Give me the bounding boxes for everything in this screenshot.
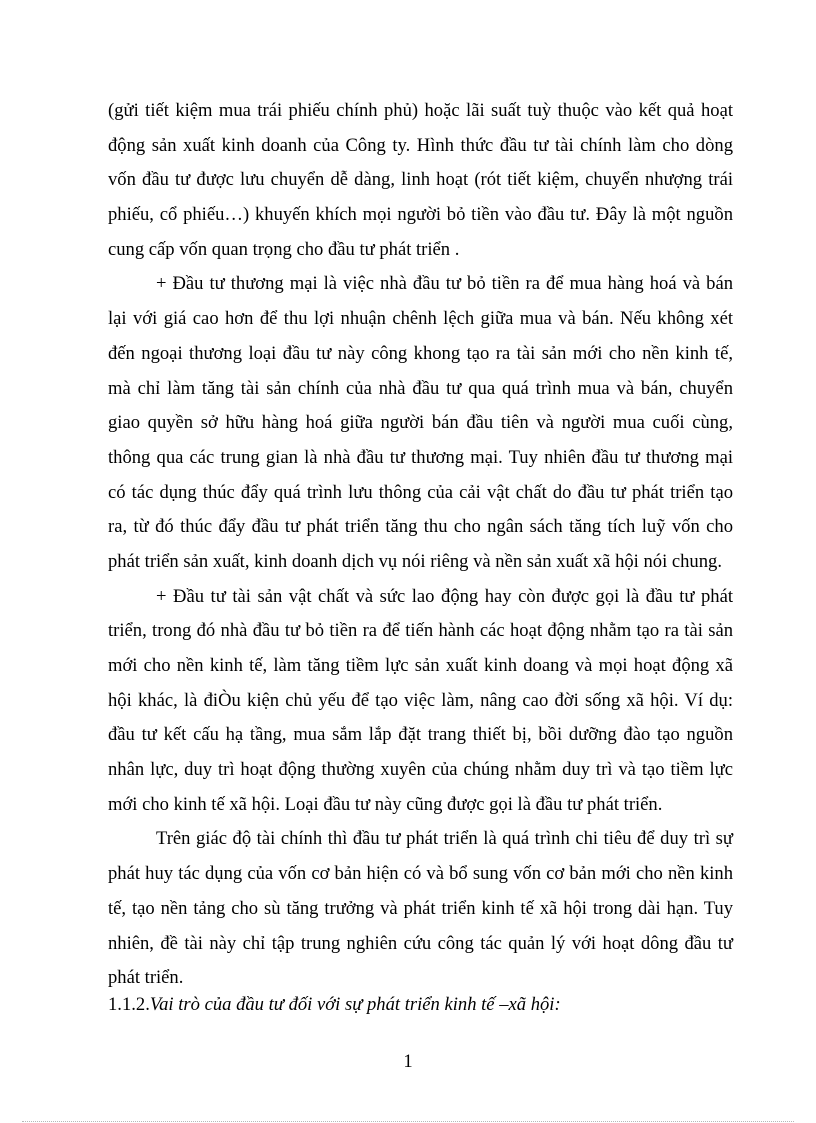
text-line: mà chỉ làm tăng tài sản chính của nhà đầu tư qua quá trình mua và bán, chuyển: [108, 377, 733, 399]
paragraph: [108, 822, 733, 995]
text-line: ra, từ đó thúc đẩy đầu tư phát triển tăng thu cho ngân sách tăng tích luỹ vốn cho: [108, 516, 733, 538]
text-line: + Đầu tư thương mại là việc nhà đầu tư bỏ tiền ra để mua hàng hoá và bán: [156, 273, 733, 295]
text-line: phiếu, cổ phiếu…) khuyến khích mọi người bỏ tiền vào đầu tư. Đây là một nguồn: [108, 204, 733, 226]
text-line: hội khác, là điÒu kiện chủ yếu để tạo việc làm, nâng cao đời sống xã hội. Ví dụ:: [108, 689, 733, 711]
text-line: (gửi tiết kiệm mua trái phiếu chính phủ) hoặc lãi suất tuỳ thuộc vào kết quả hoạt: [108, 100, 733, 121]
body-text: [108, 94, 733, 996]
text-line: phát huy tác dụng của vốn cơ bản hiện có và bổ sung vốn cơ bản mới cho nền kinh: [108, 863, 733, 885]
footer-dotted-rule: [22, 1121, 794, 1122]
text-line: có tác dụng thúc đẩy quá trình lưu thông của cải vật chất do đầu tư phát triển tạo: [108, 481, 733, 503]
section-number: 1.1.2.: [108, 994, 150, 1015]
page-number: 1: [403, 1051, 413, 1072]
text-line: đến ngoại thương loại đầu tư này công khong tạo ra tài sản mới cho nền kinh tế,: [108, 342, 733, 364]
text-line: Trên giác độ tài chính thì đầu tư phát triển là quá trình chi tiêu để duy trì sự: [156, 828, 733, 850]
section-title: Vai trò của đầu tư đối với sự phát triển kinh tế –xã hội:: [149, 994, 561, 1015]
paragraph: [108, 94, 733, 267]
text-line: phát triển.: [108, 967, 184, 989]
text-line: động sản xuất kinh doanh của Công ty. Hình thức đầu tư tài chính làm cho dòng: [108, 134, 733, 156]
paragraph: [108, 267, 733, 579]
text-line: lại với giá cao hơn để thu lợi nhuận chênh lệch giữa mua và bán. Nếu không xét: [108, 308, 733, 330]
text-line: mới cho kinh tế xã hội. Loại đầu tư này cũng được gọi là đầu tư phát triển.: [108, 793, 663, 815]
text-line: nhiên, đề tài này chỉ tập trung nghiên cứu công tác quản lý với hoạt dông đầu tư: [108, 932, 733, 954]
section-heading: [108, 991, 561, 1019]
text-line: tế, tạo nền tảng cho sù tăng trưởng và phát triển kinh tế xã hội trong dài hạn. Tuy: [108, 897, 733, 919]
text-line: cung cấp vốn quan trọng cho đầu tư phát triển .: [108, 238, 460, 260]
text-line: phát triển sản xuất, kinh doanh dịch vụ nói riêng và nền sản xuất xã hội nói chung.: [108, 550, 722, 572]
paragraph: [108, 580, 733, 823]
text-line: thông qua các trung gian là nhà đầu tư thương mại. Tuy nhiên đầu tư thương mại: [108, 446, 733, 468]
text-line: mới cho nền kinh tế, làm tăng tiềm lực sản xuất kinh doang và mọi hoạt động xã: [108, 655, 733, 676]
text-line: đầu tư kết cấu hạ tầng, mua sắm lắp đặt trang thiết bị, bồi dưỡng đào tạo nguồn: [108, 724, 733, 746]
text-line: + Đầu tư tài sản vật chất và sức lao động hay còn được gọi là đầu tư phát: [156, 585, 733, 607]
text-line: giao quyền sở hữu hàng hoá giữa người bán đầu tiên và người mua cuối cùng,: [108, 412, 733, 434]
text-line: triển, trong đó nhà đầu tư bỏ tiền ra để tiến hành các hoạt động nhằm tạo ra tài sản: [108, 620, 733, 642]
text-line: vốn đầu tư được lưu chuyển dễ dàng, linh hoạt (rót tiết kiệm, chuyển nhượng trái: [108, 169, 733, 191]
text-line: nhân lực, duy trì hoạt động thường xuyên của chúng nhằm duy trì và tạo tiềm lực: [108, 759, 733, 781]
